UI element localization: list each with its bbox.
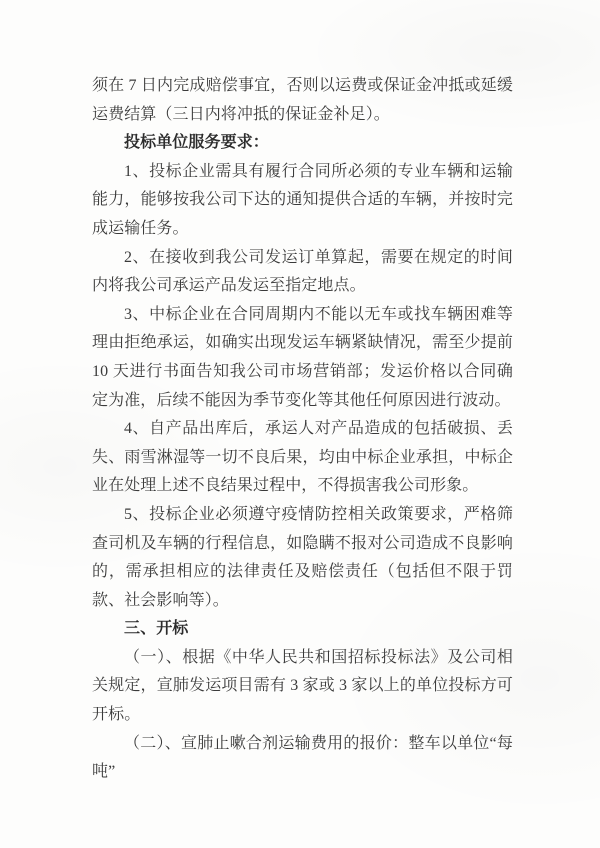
clause-1-minimum-bidders: （一）、根据《中华人民共和国招标投标法》及公司相关规定，宣肺发运项目需有 3 家或 3 家以上的单位投标方可开标。 — [92, 648, 513, 724]
item-4-damage-liability: 4、自产品出库后，承运人对产品造成的包括破损、丢失、雨雪淋湿等一切不良后果，均由中标企业承担，中标企业在处理上述不良结果过程中，不得损害我公司形象。 — [92, 420, 513, 495]
item-1-vehicles-capability: 1、投标企业需具有履行合同所必须的专业车辆和运输能力，能够按我公司下达的通知提供合适的车辆，并按时完成运输任务。 — [92, 162, 513, 237]
heading-bidder-service-requirements: 投标单位服务要求： — [124, 134, 269, 152]
document-content — [92, 72, 513, 787]
item-3-no-refusal: 3、中标企业在合同周期内不能以无车或找车辆困难等理由拒绝承运，如确实出现发运车辆紧缺情况，需至少提前 10 天进行书面告知我公司市场营销部；发运价格以合同确定为准，后续不能因为季节变化等其他任何原因进行波动。 — [92, 305, 513, 409]
clause-2-quotation-unit: （二）、宣肺止嗽合剂运输费用的报价：整车以单位“每吨” — [92, 734, 513, 781]
heading-bid-opening: 三、开标 — [124, 620, 189, 638]
para-compensation-continuation: 须在 7 日内完成赔偿事宜，否则以运费或保证金冲抵或延缓运费结算（三日内将冲抵的保证金补足）。 — [92, 77, 513, 123]
item-2-delivery-time: 2、在接收到我公司发运订单算起，需要在规定的时间内将我公司承运产品发运至指定地点。 — [92, 248, 513, 295]
item-5-epidemic-policy: 5、投标企业必须遵守疫情防控相关政策要求，严格筛查司机及车辆的行程信息，如隐瞒不报对公司造成不良影响的，需承担相应的法律责任及赔偿责任（包括但不限于罚款、社会影响等）。 — [92, 505, 513, 609]
